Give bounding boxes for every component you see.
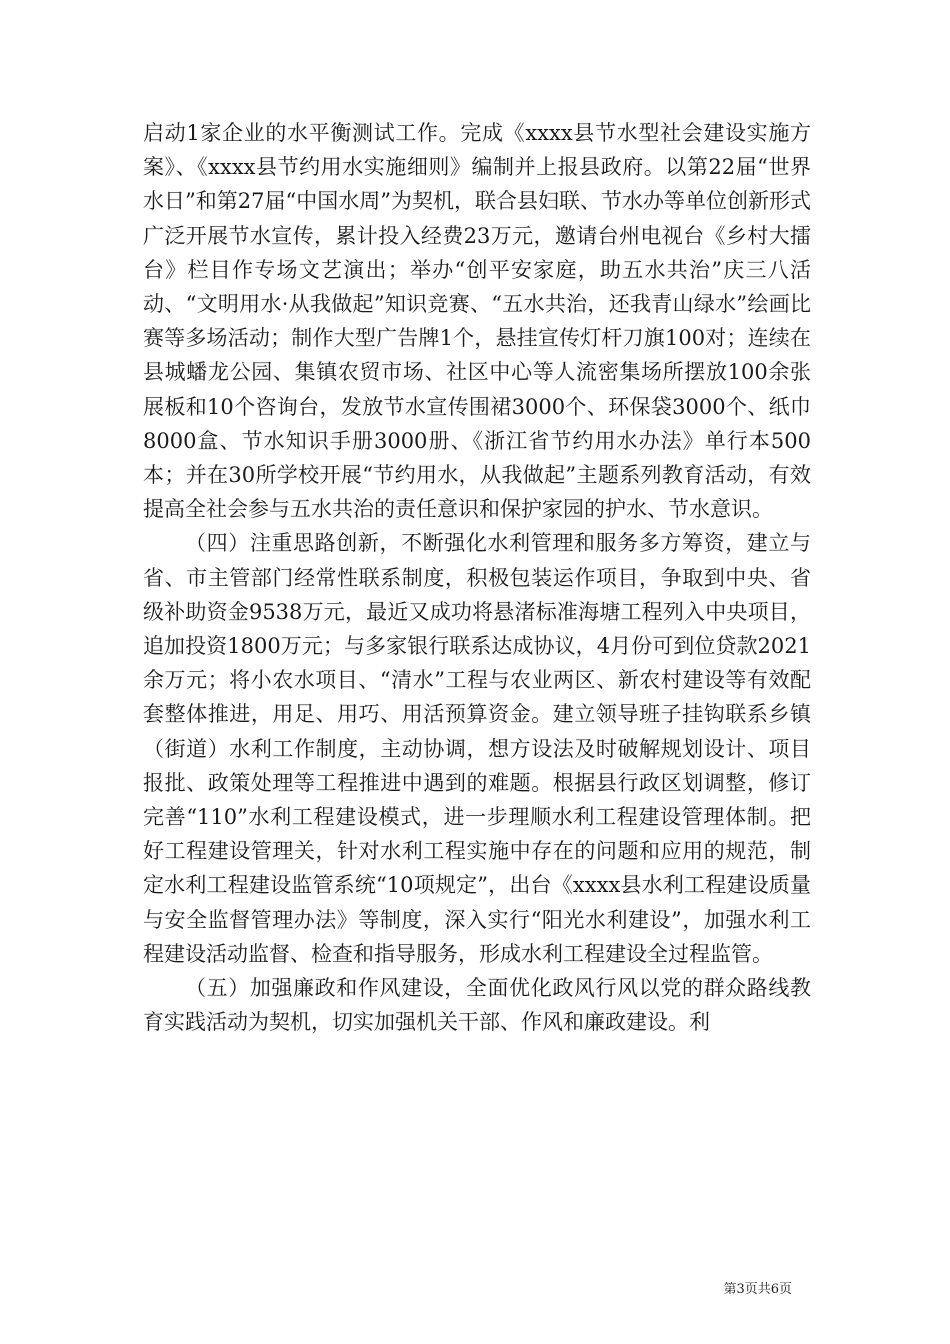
- paragraph-section-five: （五）加强廉政和作风建设，全面优化政风行风以党的群众路线教育实践活动为契机，切实加强机关干部、作风和廉政建设。利: [143, 976, 811, 1035]
- page-number: 第3页共6页: [723, 1282, 792, 1297]
- paragraph-section-four: （四）注重思路创新，不断强化水利管理和服务多方筹资，建立与省、市主管部门经常性联系制度，积极包装运作项目，争取到中央、省级补助资金9538万元，最近又成功将悬渚标准海塘工程列入中央项目，追加投资1800万元；与多家银行联系达成协议，4月份可到位贷款2021余万元；将小农水项目、“清水”工程与农业两区、新农村建设等有效配套整体推进，用足、用巧、用活预算资金。建立领导班子挂钩联系乡镇（街道）水利工作制度，主动协调，想方设法及时破解规划设计、项目报批、政策处理等工程推进中遇到的难题。根据县行政区划调整，修订完善“110”水利工程建设模式，进一步理顺水利工程建设管理体制。把好工程建设管理关，针对水利工程实施中存在的问题和应用的规范，制定水利工程建设监管系统“10项规定”，出台《xxxx县水利工程建设质量与安全监督管理办法》等制度，深入实行“阳光水利建设”，加强水利工程建设活动监督、检查和指导服务，形成水利工程建设全过程监管。: [143, 531, 811, 966]
- page-footer: [723, 1278, 792, 1297]
- paragraph-water-saving-campaign: 启动1家企业的水平衡测试工作。完成《xxxx县节水型社会建设实施方案》、《xxxx县节约用水实施细则》编制并上报县政府。以第22届“世界水日”和第27届“中国水周”为契机，联合县妇联、节水办等单位创新形式广泛开展节水宣传，累计投入经费23万元，邀请台州电视台《乡村大擂台》栏目作专场文艺演出；举办“创平安家庭，助五水共治”庆三八活动、“文明用水·从我做起”知识竞赛、“五水共治，还我青山绿水”绘画比赛等多场活动；制作大型广告牌1个，悬挂宣传灯杆刀旗100对；连续在县城蟠龙公园、集镇农贸市场、社区中心等人流密集场所摆放100余张展板和10个咨询台，发放节水宣传围裙3000个、环保袋3000个、纸巾8000盒、节水知识手册3000册、《浙江省节约用水办法》单行本500本；并在30所学校开展“节约用水，从我做起”主题系列教育活动，有效提高全社会参与五水共治的责任意识和保护家园的护水、节水意识。: [143, 121, 811, 522]
- body-text: [143, 116, 811, 1039]
